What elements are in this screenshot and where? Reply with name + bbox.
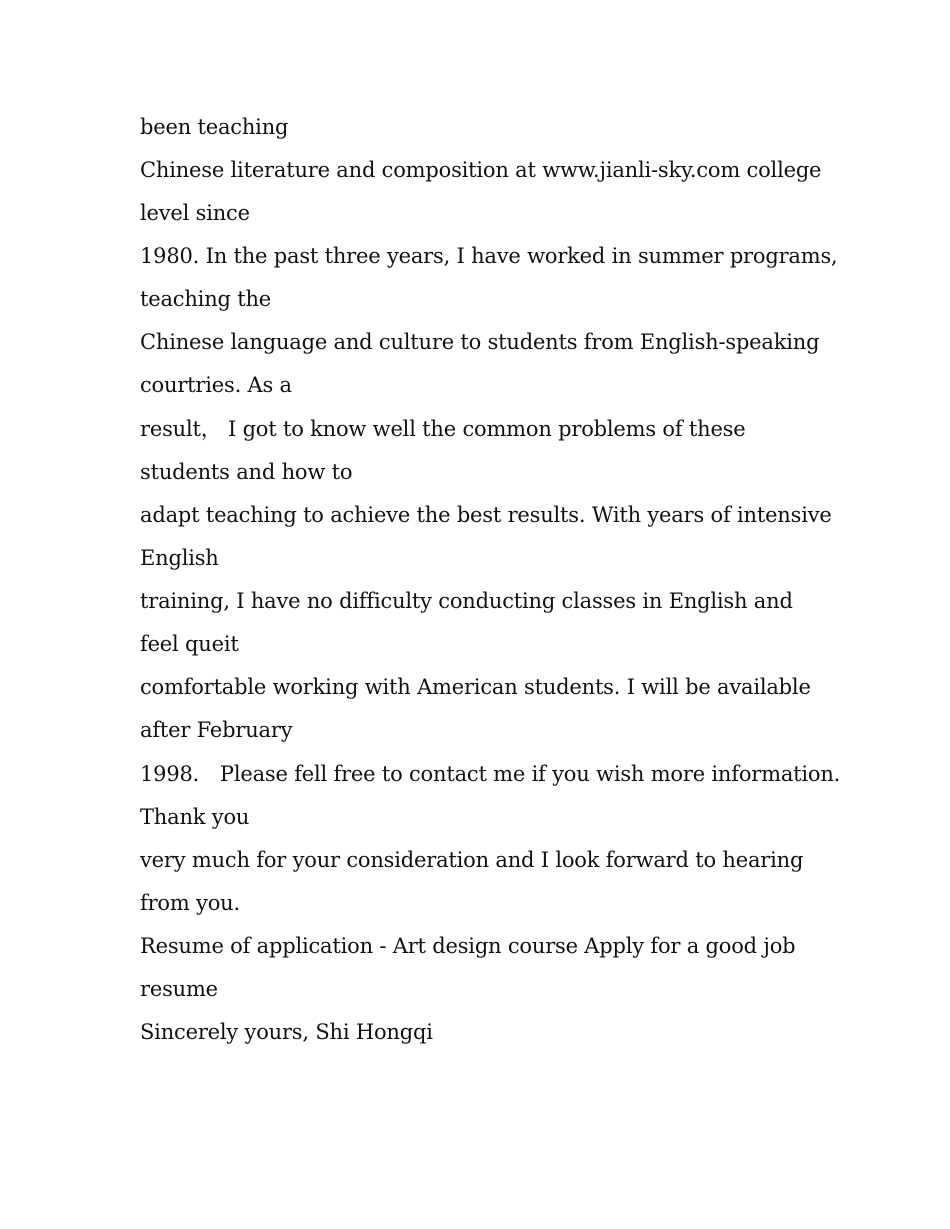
text-line: comfortable working with American students. I will be available [140,675,811,699]
text-line: teaching the [140,287,272,311]
text-line: Thank you [140,805,250,829]
text-line: adapt teaching to achieve the best results. With years of intensive [140,503,832,527]
letter-body [140,106,841,1054]
text-line: resume [140,977,218,1001]
text-line: feel queit [140,632,239,656]
text-line: Resume of application - Art design course Apply for a good job [140,934,796,958]
text-line: Chinese language and culture to students from English-speaking [140,330,820,354]
text-line: level since [140,201,250,225]
text-line: 1998． Please fell free to contact me if you wish more information. [140,762,841,786]
text-line: students and how to [140,460,353,484]
text-line: result， I got to know well the common problems of these [140,417,746,441]
text-line: after February [140,718,293,742]
text-line: 1980. In the past three years, I have worked in summer programs, [140,244,838,268]
text-line: from you. [140,891,240,915]
text-line: Chinese literature and composition at www.jianli-sky.com college [140,158,822,182]
text-line: courtries. As a [140,373,292,397]
text-line: very much for your consideration and I look forward to hearing [140,848,804,872]
text-line: English [140,546,219,570]
text-line: been teaching [140,115,289,139]
text-line: training, I have no difficulty conducting classes in English and [140,589,793,613]
signature-line: Sincerely yours, Shi Hongqi [140,1020,433,1044]
